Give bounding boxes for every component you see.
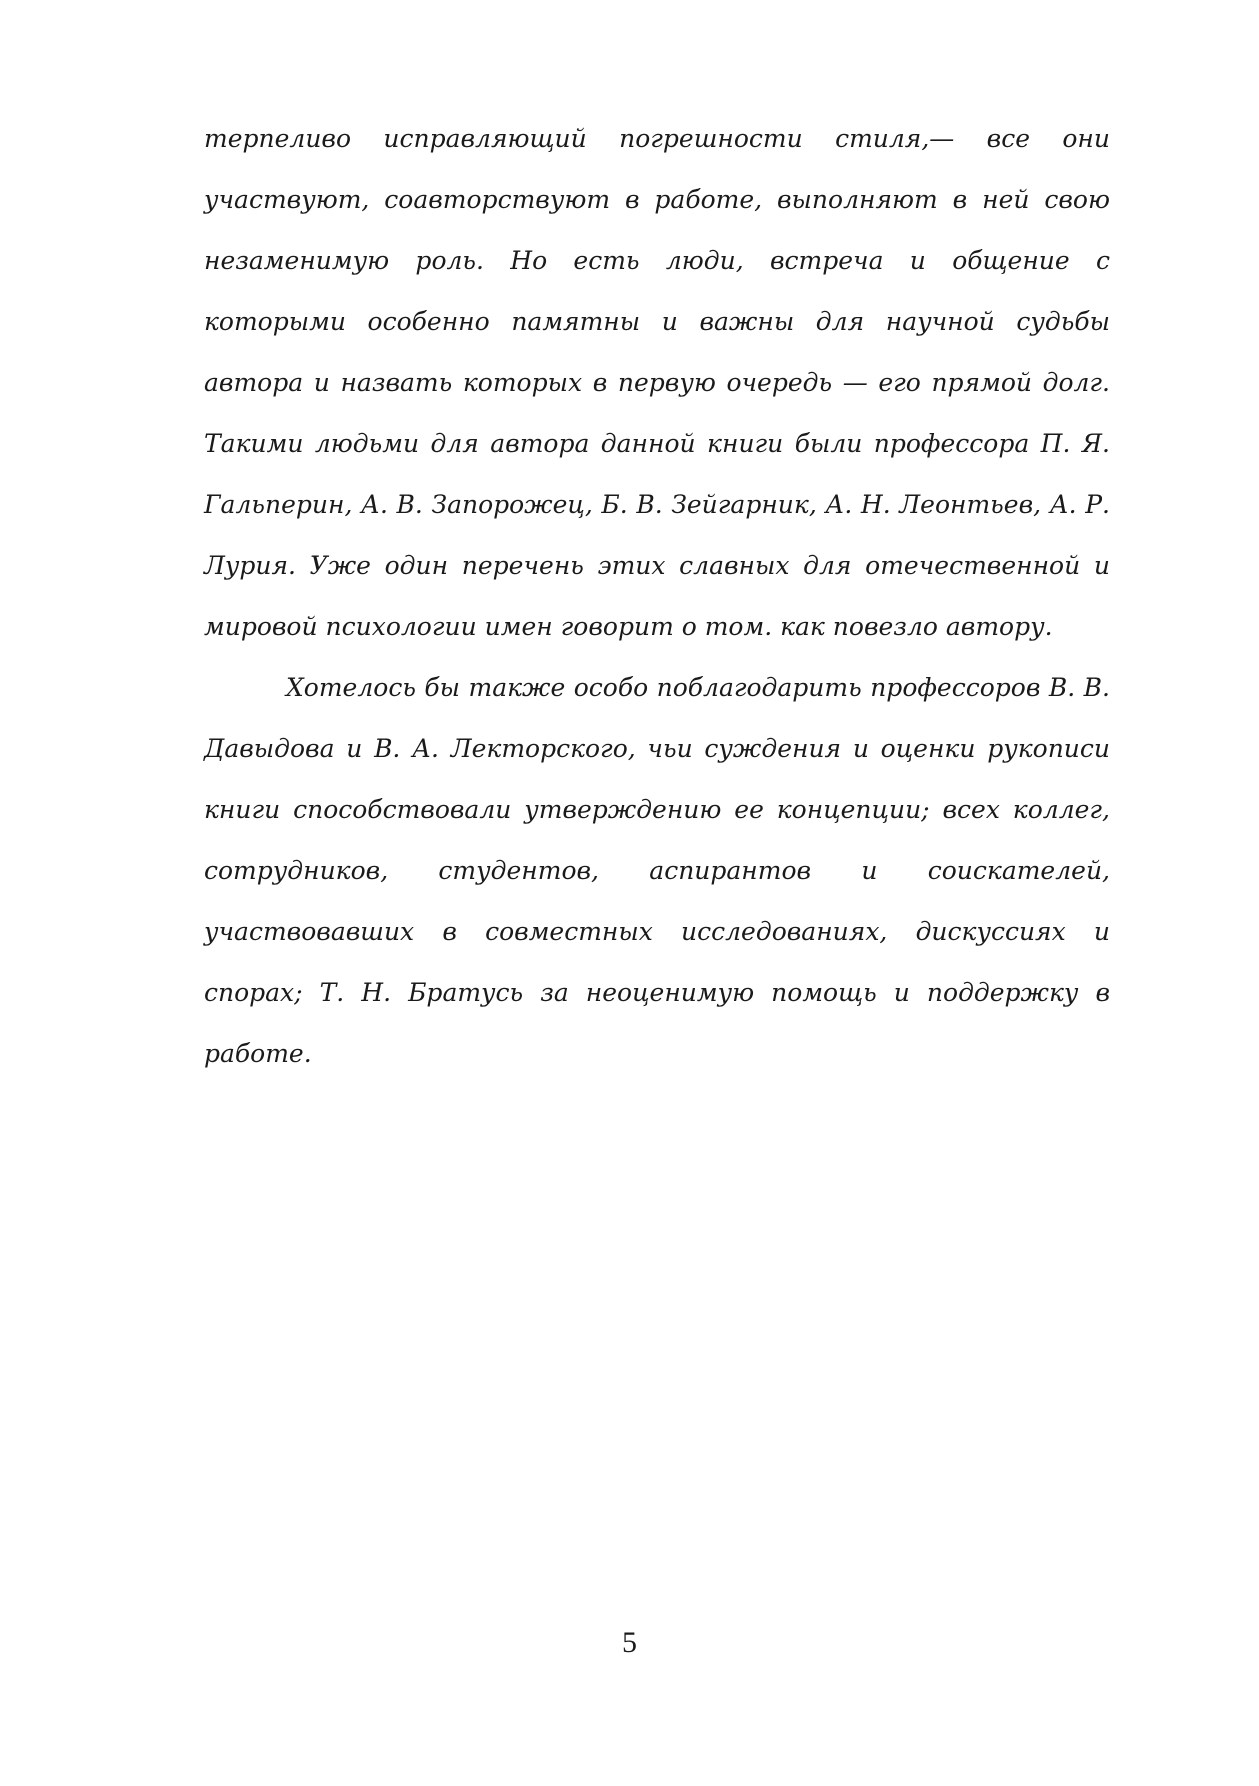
body-text bbox=[204, 108, 1110, 1084]
paragraph-acknowledgements: Хотелось бы также особо поблагодарить профессоров В. В. Давыдова и В. А. Лекторского, чьи суждения и оценки рукописи книги способствовали утверждению ее концепции; всех коллег, сотрудников, студентов, аспирантов и соискателей, участвовавших в совместных исследованиях, дискуссиях и спорах; Т. Н. Братусь за неоценимую помощь и поддержку в работе. bbox=[204, 673, 1110, 1068]
page-number: 5 bbox=[622, 1626, 637, 1659]
paragraph-continuation: терпеливо исправляющий погрешности стиля,— все они участвуют, соавторствуют в работе, выполняют в ней свою незаменимую роль. Но есть люди, встреча и общение с которыми особенно памятны и важны для научной судьбы автора и назвать которых в первую очередь — его прямой долг. Такими людьми для автора данной книги были профессора П. Я. Гальперин, А. В. Запорожец, Б. В. Зейгарник, А. Н. Леонтьев, А. Р. Лурия. Уже один перечень этих славных для отечественной и мировой психологии имен говорит о том. как повезло автору. bbox=[204, 124, 1110, 641]
